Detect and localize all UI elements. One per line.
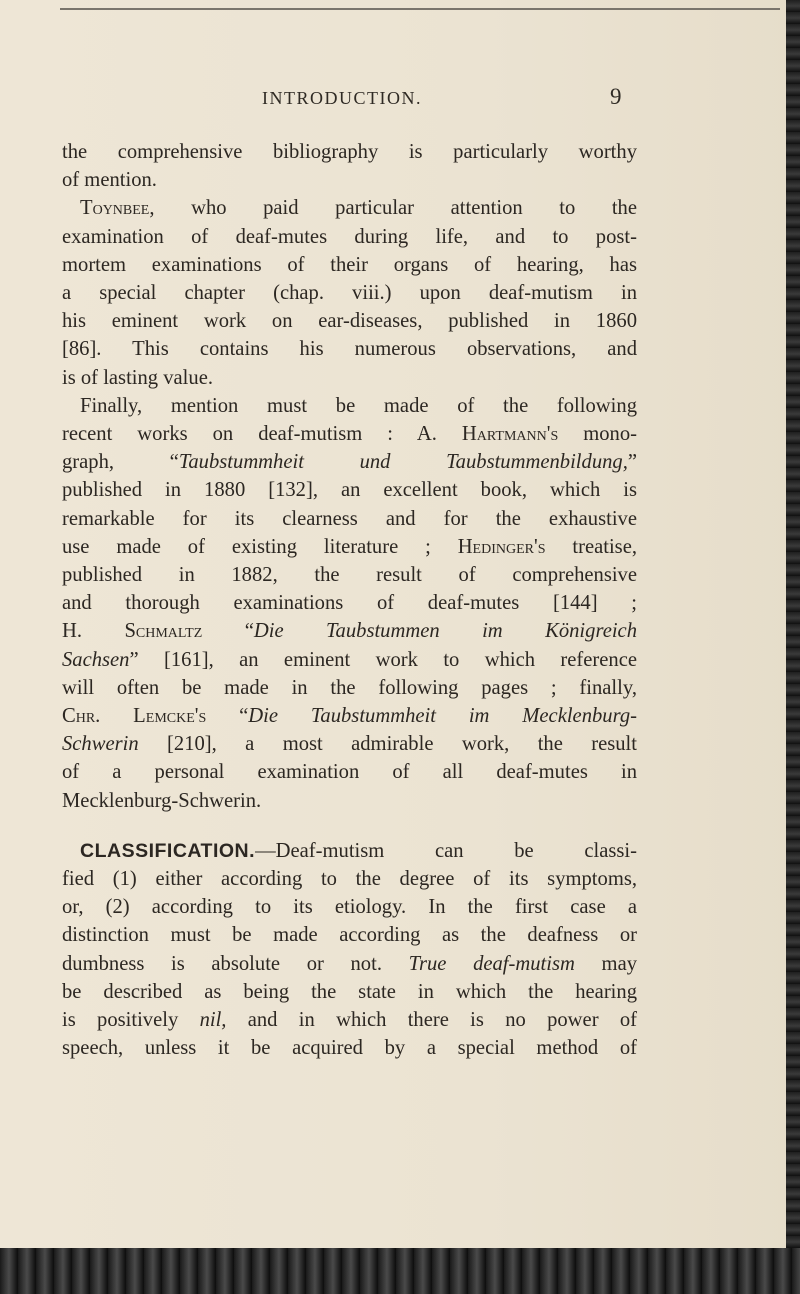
section-gap <box>62 815 637 837</box>
text-line: distinction must be made according as the deafness or <box>62 924 637 947</box>
author-name: H. Schmaltz <box>62 620 203 643</box>
emphasis-term: True deaf-mutism <box>408 952 575 975</box>
text-line: of mention. <box>62 169 157 192</box>
text-line: speech, unless it be acquired by a special method of <box>62 1037 637 1060</box>
section-heading: CLASSIFICATION. <box>80 839 256 862</box>
text-line: or, (2) according to its etiology. In the first case a <box>62 896 637 919</box>
text-line: a special chapter (chap. viii.) upon deaf-mutism in <box>62 282 637 305</box>
text-line: and thorough examinations of deaf-mutes [144] ; <box>62 592 637 615</box>
text-line: published in 1882, the result of comprehensive <box>62 564 637 587</box>
text-line: Chr. Lemcke's “Die Taubstummheit im Mecklenburg- <box>62 705 637 728</box>
author-name: Chr. Lemcke's <box>62 705 207 728</box>
text-line: of a personal examination of all deaf-mutes in <box>62 761 637 784</box>
text-line: the comprehensive bibliography is particularly worthy <box>62 141 637 163</box>
text-line: Finally, mention must be made of the following <box>80 394 637 417</box>
text-line: CLASSIFICATION.—Deaf-mutism can be classi- <box>80 839 637 862</box>
work-title: Sachsen <box>62 648 130 671</box>
page-number: 9 <box>610 84 622 109</box>
work-title: Schwerin <box>62 733 139 756</box>
text-line: his eminent work on ear-diseases, published in 1860 <box>62 310 637 333</box>
text-line: is positively nil, and in which there is no power of <box>62 1009 638 1032</box>
text-line: be described as being the state in which the hearing <box>62 980 637 1003</box>
text-line: [86]. This contains his numerous observations, and <box>62 338 637 361</box>
text-line: remarkable for its clearness and for the exhaustive <box>62 507 637 530</box>
text-line: Mecklenburg-Schwerin. <box>62 789 262 812</box>
work-title: Taubstummheit und Taubstummenbildung, <box>178 451 628 474</box>
author-name: Hedinger's <box>457 535 546 558</box>
work-title: Die Taubstummen im Königreich <box>253 620 637 643</box>
author-name: Toynbee, <box>80 197 155 220</box>
text-line: examination of deaf-mutes during life, and to post- <box>62 225 637 248</box>
text-line: graph, “Taubstummheit und Taubstummenbildung,” <box>62 451 637 474</box>
text-line: H. Schmaltz “Die Taubstummen im Königreich <box>62 620 637 643</box>
page-edge-shadow-bottom <box>0 1248 800 1294</box>
text-line: is of lasting value. <box>62 366 213 389</box>
text-line: recent works on deaf-mutism : A. Hartmann's mono- <box>62 423 638 446</box>
text-line: Sachsen” [161], an eminent work to which reference <box>62 648 637 671</box>
text-line: dumbness is absolute or not. True deaf-mutism may <box>62 952 638 975</box>
work-title: Die Taubstummheit im Mecklenburg- <box>248 705 637 728</box>
page-top-rule <box>60 8 780 10</box>
emphasis-term: nil, <box>199 1009 227 1032</box>
page-edge-shadow-right <box>786 0 800 1294</box>
page-header <box>62 84 632 116</box>
text-line: mortem examinations of their organs of hearing, has <box>62 253 637 276</box>
text-line: fied (1) either according to the degree of its symptoms, <box>62 868 637 891</box>
text-line: Schwerin [210], a most admirable work, the result <box>62 733 637 756</box>
text-line: use made of existing literature ; Hedinger's treatise, <box>62 535 637 558</box>
text-line: published in 1880 [132], an excellent book, which is <box>62 479 637 502</box>
text-line: Toynbee, who paid particular attention to the <box>80 197 637 220</box>
page-body <box>62 138 637 1063</box>
running-head: INTRODUCTION. <box>262 88 422 108</box>
text-line: will often be made in the following pages ; finally, <box>62 676 637 699</box>
author-name: Hartmann's <box>461 423 559 446</box>
